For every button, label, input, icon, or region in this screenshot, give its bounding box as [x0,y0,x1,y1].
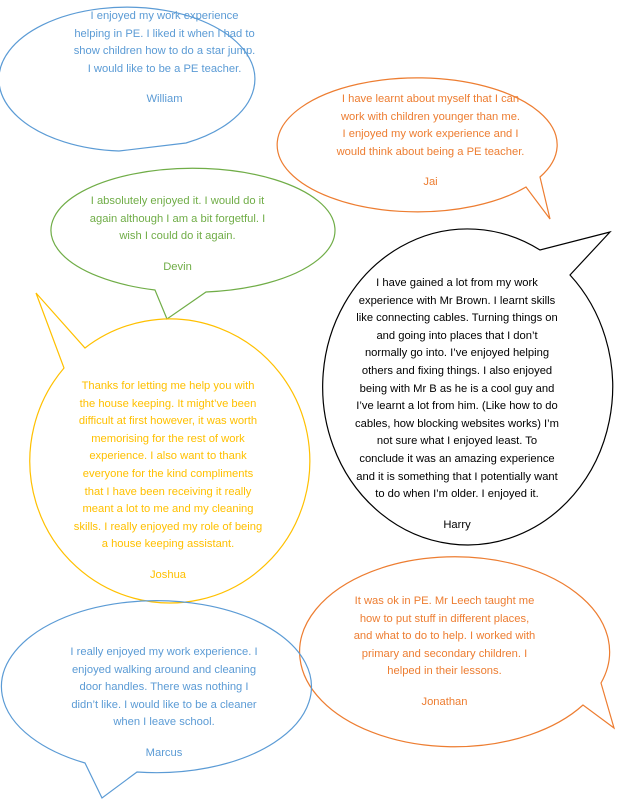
bubble-text-william [52,8,277,109]
author-name: Joshua [149,568,187,581]
quote-line: experience with Mr Brown. I learnt skills [358,294,556,307]
quote-line: a house keeping assistant. [101,538,235,551]
quote-line: I enjoyed my work experience [90,10,239,22]
bubble-text-jai [318,91,543,192]
quote-line: didn’t like. I would like to be a cleaner [71,698,257,711]
quote-line: experience. I also want to thank [89,450,247,463]
quote-line: It was ok in PE. Mr Leech taught me [354,595,535,607]
quote-line: I’ve learnt a lot from him. (Like how to do [356,400,558,413]
quote-line: I would like to be a PE teacher. [87,62,242,75]
quote-line: Thanks for letting me help you with [81,380,255,392]
quote-line: how to put stuff in different places, [359,612,530,625]
bubble-text-harry [333,275,581,534]
quote-line: when I leave school. [113,716,215,729]
author-name: Harry [443,518,471,531]
bubble-text-devin [65,193,290,276]
quote-line: wish I could do it again. [119,230,236,243]
quote-line: door handles. There was nothing I [79,681,249,694]
quote-line: skills. I really enjoyed my role of being [73,520,263,533]
bubble-text-jonathan [337,593,552,712]
quote-line: primary and secondary children. I [361,647,528,660]
quote-line: others and fixing things. I also enjoyed [361,364,553,377]
quote-line: everyone for the kind compliments [82,467,254,480]
quote-line: normally go into. I’ve enjoyed helping [364,347,550,360]
quote-line: cables, how blocking websites works) I’m [355,417,559,430]
bubble-text-marcus [55,644,273,763]
quote-line: work with children younger than me. [340,110,521,123]
quote-line: like connecting cables. Turning things on [356,312,558,325]
quote-line: helping in PE. I liked it when I had to [74,27,255,40]
quote-line: and it is something that I potentially want [356,470,558,483]
author-name: Jai [423,176,438,189]
quote-line: difficult at first however, it was worth [78,415,258,428]
quote-line: I absolutely enjoyed it. I would do it [90,195,265,207]
quote-line: I have gained a lot from my work [376,277,538,289]
quote-line: the house keeping. It might’ve been [79,397,257,410]
quote-line: helped in their lessons. [387,665,502,678]
quote-line: I have learnt about myself that I can [341,93,520,105]
quote-line: being with Mr B as he is a cool guy and [359,382,555,395]
author-name: William [146,93,183,106]
author-name: Jonathan [421,695,468,708]
quote-line: and what to do to help. I worked with [353,630,536,643]
quote-line: I enjoyed my work experience and I [342,128,519,141]
quote-line: enjoyed walking around and cleaning [71,663,257,676]
author-name: Devin [163,260,192,273]
quote-line: that I have been receiving it really [84,485,252,498]
quote-line: conclude it was an amazing experience [359,452,555,465]
quote-line: show children how to do a star jump. [73,45,256,58]
quote-line: and going into places that I don’t [376,329,538,342]
quote-line: would think about being a PE teacher. [336,145,525,158]
quote-line: again although I am a bit forgetful. I [89,212,266,225]
author-name: Marcus [145,746,183,759]
quote-line: meant a lot to me and my cleaning [82,503,254,516]
quote-line: memorising for the rest of work [91,432,245,445]
bubble-text-joshua [58,378,278,585]
quote-line: to do when I’m older. I enjoyed it. [375,488,539,501]
quote-line: I really enjoyed my work experience. I [70,646,258,658]
quote-line: not sure what I enjoyed least. To [376,435,538,448]
